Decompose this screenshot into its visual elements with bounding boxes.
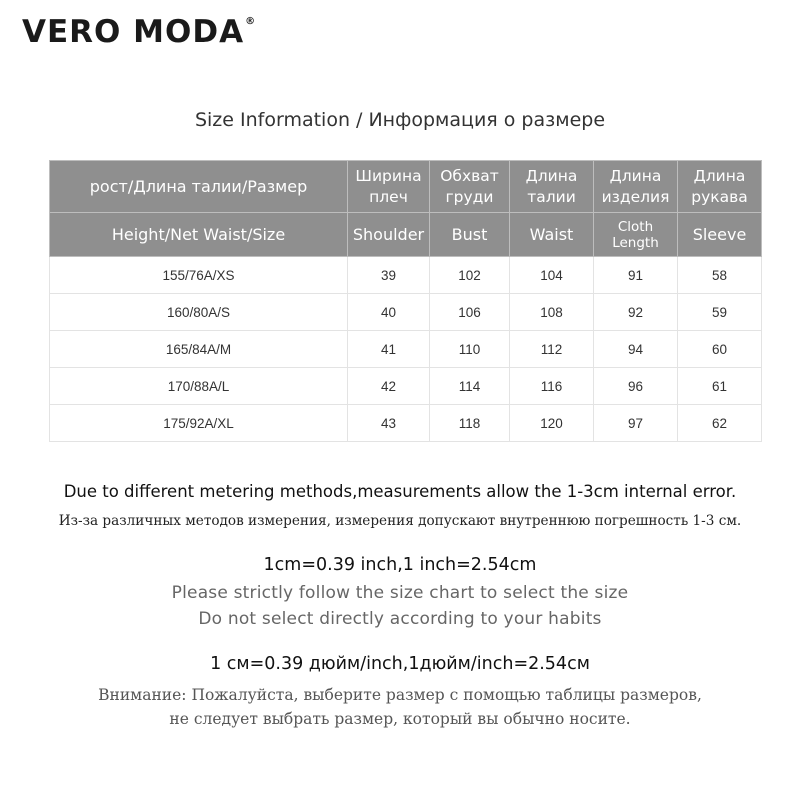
cell-length: 91 [594, 257, 678, 294]
header-shoulder-ru: Ширина плеч [348, 161, 430, 213]
header-sleeve-en: Sleeve [678, 213, 762, 257]
warning-ru-line-2: не следует выбрать размер, который вы обычно носите. [169, 710, 631, 728]
header-waist-ru: Длина талии [510, 161, 594, 213]
size-table [49, 160, 762, 442]
header-length-ru: Длина изделия [594, 161, 678, 213]
cell-shoulder: 41 [348, 331, 430, 368]
cell-bust: 102 [430, 257, 510, 294]
measurement-error-note-en: Due to different metering methods,measurements allow the 1-3cm internal error. [63, 482, 737, 501]
warning-ru-line-1: Внимание: Пожалуйста, выберите размер с помощью таблицы размеров, [98, 686, 702, 704]
no-habits-note: Do not select directly according to your habits [198, 609, 602, 629]
header-shoulder-en: Shoulder [348, 213, 430, 257]
header-bust-en: Bust [430, 213, 510, 257]
follow-size-chart-note: Please strictly follow the size chart to select the size [171, 583, 629, 603]
header-sleeve-ru: Длина рукава [678, 161, 762, 213]
cell-waist: 120 [510, 405, 594, 442]
header-height-ru: рост/Длина талии/Размер [50, 161, 348, 213]
registered-mark: ® [245, 16, 257, 27]
cell-sleeve: 58 [678, 257, 762, 294]
cell-sleeve: 61 [678, 368, 762, 405]
cell-waist: 116 [510, 368, 594, 405]
cell-shoulder: 40 [348, 294, 430, 331]
cell-size: 155/76A/XS [50, 257, 348, 294]
cell-waist: 108 [510, 294, 594, 331]
cell-size: 170/88A/L [50, 368, 348, 405]
table-header-en [50, 213, 762, 257]
cell-length: 97 [594, 405, 678, 442]
cell-bust: 118 [430, 405, 510, 442]
table-row [50, 294, 762, 331]
cell-shoulder: 39 [348, 257, 430, 294]
cell-shoulder: 42 [348, 368, 430, 405]
cell-bust: 110 [430, 331, 510, 368]
brand-logo [22, 14, 256, 50]
header-height-en: Height/Net Waist/Size [50, 213, 348, 257]
cell-waist: 112 [510, 331, 594, 368]
brand-name: VERO MODA [22, 14, 245, 50]
measurement-error-note-ru: Из-за различных методов измерения, измерения допускают внутреннюю погрешность 1-3 см. [58, 513, 742, 529]
cell-shoulder: 43 [348, 405, 430, 442]
cell-length: 94 [594, 331, 678, 368]
unit-conversion-ru: 1 см=0.39 дюйм/inch,1дюйм/inch=2.54см [210, 654, 590, 674]
table-row [50, 405, 762, 442]
table-row [50, 257, 762, 294]
page-title: Size Information / Информация о размере [194, 109, 606, 131]
header-length-en: Cloth Length [594, 213, 678, 257]
cell-bust: 114 [430, 368, 510, 405]
cell-bust: 106 [430, 294, 510, 331]
cell-size: 165/84A/M [50, 331, 348, 368]
cell-size: 175/92A/XL [50, 405, 348, 442]
header-bust-ru: Обхват груди [430, 161, 510, 213]
header-waist-en: Waist [510, 213, 594, 257]
cell-length: 96 [594, 368, 678, 405]
cell-waist: 104 [510, 257, 594, 294]
cell-sleeve: 59 [678, 294, 762, 331]
cell-size: 160/80A/S [50, 294, 348, 331]
cell-sleeve: 60 [678, 331, 762, 368]
cell-sleeve: 62 [678, 405, 762, 442]
unit-conversion-en: 1cm=0.39 inch,1 inch=2.54cm [263, 555, 537, 575]
table-header-ru [50, 161, 762, 213]
table-row [50, 331, 762, 368]
cell-length: 92 [594, 294, 678, 331]
table-row [50, 368, 762, 405]
